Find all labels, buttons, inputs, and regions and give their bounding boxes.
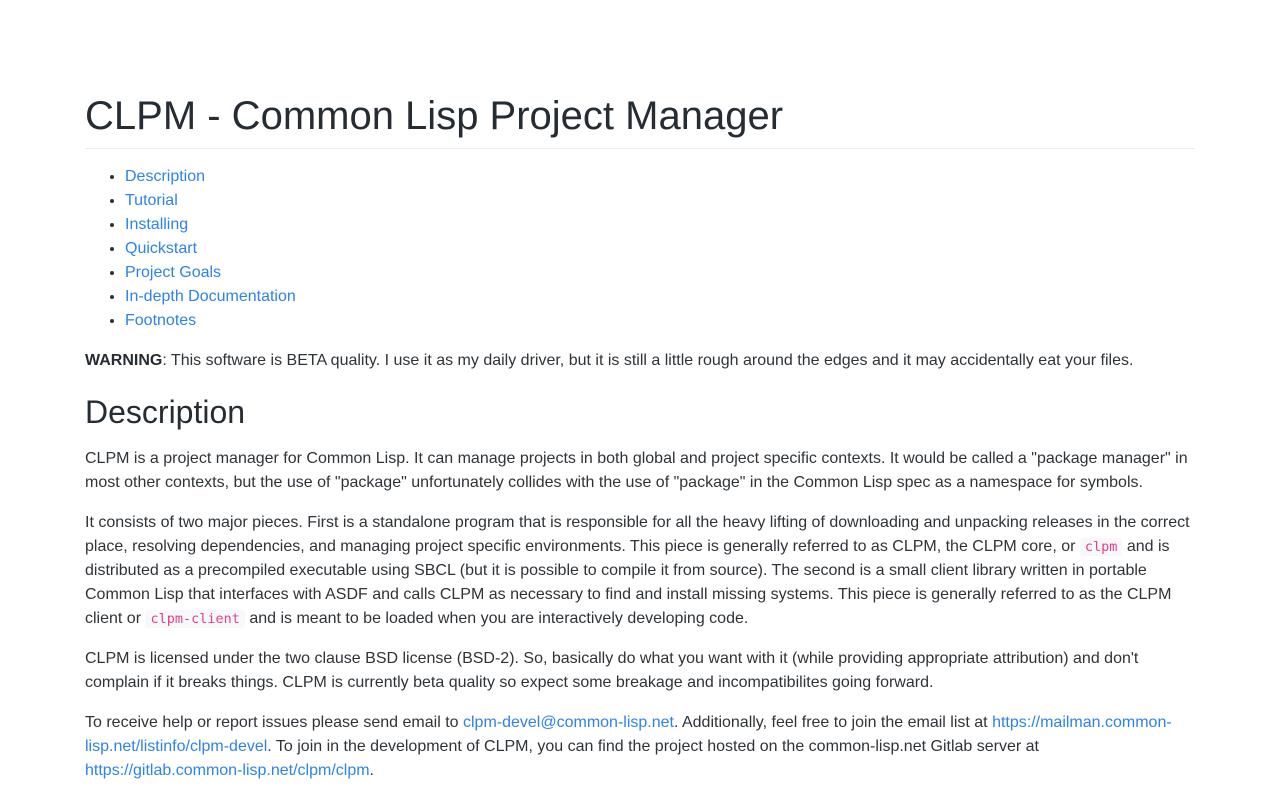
paragraph-text: . Additionally, feel free to join the email list at: [673, 714, 993, 732]
paragraph-text: and is distributed as a precompiled executable using SBCL (but it is possible to compile it from source). The second is a small client library written in portable Common Lisp that interfaces with ASDF and calls CLPM as necessary to find and install missing systems. This piece is generally referred to as the CLPM client or: [85, 538, 1172, 628]
description-paragraph-2: [85, 511, 1195, 631]
toc-item: [125, 165, 1195, 189]
toc-link-tutorial[interactable]: Tutorial: [125, 192, 178, 209]
paragraph-text: and is meant to be loaded when you are interactively developing code.: [244, 610, 749, 628]
toc-link-in-depth-documentation[interactable]: In-depth Documentation: [125, 288, 296, 305]
description-paragraph-1: CLPM is a project manager for Common Lisp. It can manage projects in both global and project specific contexts. It would be called a "package manager" in most other contexts, but the use of "package" unfortunately collides with the use of "package" in the Common Lisp spec as a namespace for symbols.: [85, 450, 1188, 492]
section-heading-description: Description: [85, 394, 246, 430]
warning-paragraph: [85, 349, 1195, 373]
warning-text: : This software is BETA quality. I use it as my daily driver, but it is still a little rough around the edges and it may accidentally eat your files.: [162, 352, 1134, 369]
toc-link-project-goals[interactable]: Project Goals: [125, 264, 222, 281]
toc-item: [125, 285, 1195, 309]
description-paragraph-3: CLPM is licensed under the two clause BSD license (BSD-2). So, basically do what you want with it (while providing appropriate attribution) and don't complain if it breaks things. CLPM is currently beta quality so expect some breakage and incompatibilites going forward.: [85, 650, 1139, 692]
toc-item: [125, 237, 1195, 261]
email-link[interactable]: clpm-devel@common-lisp.net: [462, 714, 674, 732]
description-paragraph-4: [85, 711, 1195, 783]
toc-item: [125, 189, 1195, 213]
inline-code-clpm: clpm: [1080, 538, 1123, 556]
content-container: [70, 0, 1210, 783]
toc-link-quickstart[interactable]: Quickstart: [125, 240, 198, 257]
page-title: CLPM - Common Lisp Project Manager: [85, 92, 1195, 149]
gitlab-project-link[interactable]: https://gitlab.common-lisp.net/clpm/clpm: [85, 762, 370, 780]
paragraph-text: . To join in the development of CLPM, you can find the project hosted on the common-lisp.net Gitlab server at: [267, 738, 1039, 756]
mailman-list-link[interactable]: https://mailman.common-lisp.net/listinfo/clpm-devel: [85, 714, 1172, 756]
toc-item: [125, 309, 1195, 333]
inline-code-clpm-client: clpm-client: [145, 610, 244, 628]
toc-item: [125, 261, 1195, 285]
paragraph-text: To receive help or report issues please send email to: [85, 714, 463, 732]
toc-link-installing[interactable]: Installing: [125, 216, 189, 233]
paragraph-text: It consists of two major pieces. First is a standalone program that is responsible for all the heavy lifting of downloading and unpacking releases in the correct place, resolving dependencies, and managing project specific environments. This piece is generally referred to as CLPM, the CLPM core, or: [85, 514, 1190, 556]
toc-link-footnotes[interactable]: Footnotes: [125, 312, 197, 329]
paragraph-text: .: [369, 762, 374, 780]
warning-label: WARNING: [85, 352, 163, 369]
toc-link-description[interactable]: Description: [125, 168, 206, 185]
table-of-contents: [85, 165, 1195, 333]
toc-item: [125, 213, 1195, 237]
